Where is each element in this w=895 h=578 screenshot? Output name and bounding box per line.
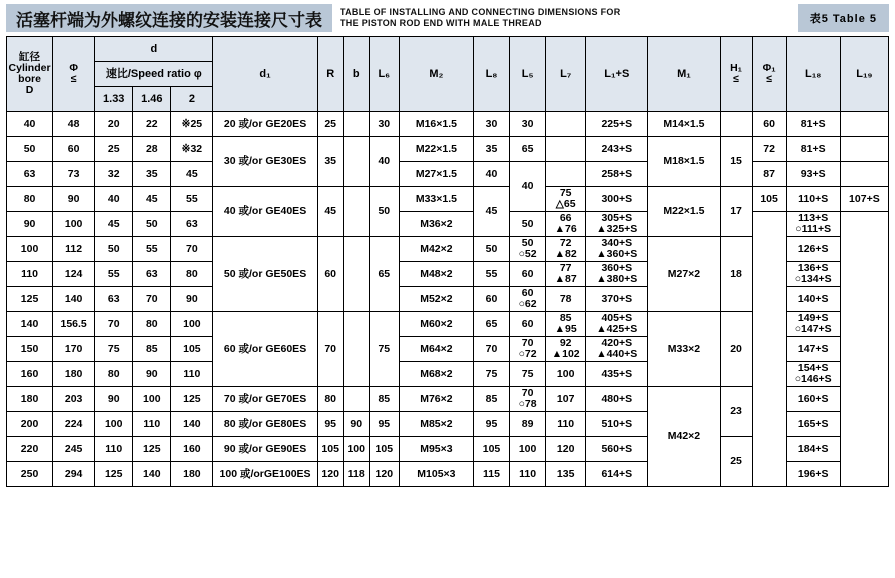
cell-M2: M95×3 <box>399 437 473 462</box>
cell-d-2: 70 <box>171 237 213 262</box>
cell-d1: 20 或/or GE20ES <box>213 112 317 137</box>
cell-L18: 147+S <box>786 337 840 362</box>
col-L19: L₁₉ <box>840 37 888 112</box>
cell-L18: 136+S ○134+S <box>786 262 840 287</box>
cell-L8: 55 <box>473 262 509 287</box>
cell-M1: M42×2 <box>648 387 720 487</box>
cell-L5: 65 <box>510 137 546 162</box>
cell-L8: 95 <box>473 412 509 437</box>
cell-R: 120 <box>317 462 343 487</box>
cell-d1: 50 或/or GE50ES <box>213 237 317 312</box>
table-row <box>7 112 889 137</box>
cell-M2: M36×2 <box>399 212 473 237</box>
cell-L6: 105 <box>369 437 399 462</box>
cell-L8: 85 <box>473 387 509 412</box>
cell-d-2: 63 <box>171 212 213 237</box>
cell-L6: 85 <box>369 387 399 412</box>
cell-H1: 23 <box>720 387 752 437</box>
cell-L8: 115 <box>473 462 509 487</box>
cell-R: 25 <box>317 112 343 137</box>
cell-L19: 107+S <box>840 187 888 212</box>
cell-d-146: 125 <box>133 437 171 462</box>
col-H1-sym: H₁ <box>730 62 743 74</box>
cell-phi1: 60 <box>752 112 786 137</box>
table-row <box>7 212 889 237</box>
col-d1: d₁ <box>213 37 317 112</box>
cell-phi1: 72 <box>752 137 786 162</box>
title-chinese: 活塞杆端为外螺纹连接的安装连接尺寸表 <box>6 4 332 32</box>
cell-L7: 77 ▲87 <box>546 262 586 287</box>
cell-M1: M33×2 <box>648 312 720 387</box>
cell-d-146: 90 <box>133 362 171 387</box>
cell-d-133: 125 <box>95 462 133 487</box>
cell-M2: M105×3 <box>399 462 473 487</box>
cell-d1: 90 或/or GE90ES <box>213 437 317 462</box>
cell-phi: 203 <box>53 387 95 412</box>
cell-L1S: 360+S ▲380+S <box>586 262 648 287</box>
cell-L19-blank <box>840 212 888 487</box>
cell-L1S: 258+S <box>586 162 648 187</box>
cell-d-146: 70 <box>133 287 171 312</box>
cell-M2: M68×2 <box>399 362 473 387</box>
cell-H1: 15 <box>720 137 752 187</box>
cell-L6: 50 <box>369 187 399 237</box>
cell-bore-D: 40 <box>7 112 53 137</box>
cell-d-146: 80 <box>133 312 171 337</box>
cell-phi1-blank <box>752 212 786 487</box>
cell-M2: M64×2 <box>399 337 473 362</box>
page-root <box>0 4 895 578</box>
cell-H1 <box>720 112 752 137</box>
col-R: R <box>317 37 343 112</box>
cell-d1: 80 或/or GE80ES <box>213 412 317 437</box>
title-english-line1: TABLE OF INSTALLING AND CONNECTING DIMENSIONS FOR <box>340 7 621 17</box>
cell-R: 60 <box>317 237 343 312</box>
cell-L1S: 225+S <box>586 112 648 137</box>
cell-L5: 70 ○78 <box>510 387 546 412</box>
cell-M2: M27×1.5 <box>399 162 473 187</box>
col-L7: L₇ <box>546 37 586 112</box>
cell-d-146: 55 <box>133 237 171 262</box>
cell-L8: 40 <box>473 162 509 187</box>
cell-R: 105 <box>317 437 343 462</box>
cell-L18: 93+S <box>786 162 840 187</box>
cell-d-2: 140 <box>171 412 213 437</box>
cell-H1: 20 <box>720 312 752 387</box>
cell-d-2: 80 <box>171 262 213 287</box>
cell-phi: 112 <box>53 237 95 262</box>
cell-d-133: 70 <box>95 312 133 337</box>
cell-L18: 140+S <box>786 287 840 312</box>
table-body <box>7 112 889 487</box>
cell-phi: 90 <box>53 187 95 212</box>
cell-L7: 78 <box>546 287 586 312</box>
cell-bore-D: 150 <box>7 337 53 362</box>
cell-L19 <box>840 162 888 187</box>
cell-M1: M14×1.5 <box>648 112 720 137</box>
cell-d-2: 90 <box>171 287 213 312</box>
col-speed-ratio: 速比/Speed ratio φ <box>95 62 213 87</box>
cell-d-2: 105 <box>171 337 213 362</box>
cell-M2: M76×2 <box>399 387 473 412</box>
cell-d-146: 22 <box>133 112 171 137</box>
cell-L5: 60 ○62 <box>510 287 546 312</box>
cell-d-133: 50 <box>95 237 133 262</box>
cell-L7: 75 △65 <box>546 187 586 212</box>
cell-L6: 95 <box>369 412 399 437</box>
cell-d-146: 35 <box>133 162 171 187</box>
cell-L5: 50 <box>510 212 546 237</box>
cell-L1S: 405+S ▲425+S <box>586 312 648 337</box>
cell-L5: 60 <box>510 262 546 287</box>
cell-b <box>343 387 369 412</box>
cell-d1: 70 或/or GE70ES <box>213 387 317 412</box>
cell-bore-D: 63 <box>7 162 53 187</box>
cell-d-146: 63 <box>133 262 171 287</box>
cell-L8: 70 <box>473 337 509 362</box>
cell-R: 80 <box>317 387 343 412</box>
cell-d-2: 55 <box>171 187 213 212</box>
cell-L8: 50 <box>473 237 509 262</box>
cell-L19 <box>840 112 888 137</box>
cell-b <box>343 237 369 312</box>
cell-M2: M22×1.5 <box>399 137 473 162</box>
cell-L1S: 370+S <box>586 287 648 312</box>
cell-L7: 110 <box>546 412 586 437</box>
cell-L1S: 560+S <box>586 437 648 462</box>
col-H1 <box>720 37 752 112</box>
cell-M2: M33×1.5 <box>399 187 473 212</box>
col-b: b <box>343 37 369 112</box>
cell-M2: M48×2 <box>399 262 473 287</box>
cell-d-146: 85 <box>133 337 171 362</box>
table-row <box>7 162 889 187</box>
cell-phi: 170 <box>53 337 95 362</box>
cell-L6: 120 <box>369 462 399 487</box>
col-phi1 <box>752 37 786 112</box>
cell-d1: 100 或/orGE100ES <box>213 462 317 487</box>
dimensions-table <box>6 36 889 487</box>
col-speed-133: 1.33 <box>95 87 133 112</box>
cell-L18: 110+S <box>786 187 840 212</box>
cell-bore-D: 250 <box>7 462 53 487</box>
cell-d-133: 75 <box>95 337 133 362</box>
cell-L7: 66 ▲76 <box>546 212 586 237</box>
col-bore-sym: D <box>25 84 34 96</box>
cell-d-133: 110 <box>95 437 133 462</box>
cell-L5: 40 <box>510 162 546 212</box>
cell-phi: 245 <box>53 437 95 462</box>
cell-L7: 92 ▲102 <box>546 337 586 362</box>
cell-L8: 105 <box>473 437 509 462</box>
cell-d-2: 125 <box>171 387 213 412</box>
cell-bore-D: 80 <box>7 187 53 212</box>
page-header <box>6 4 889 32</box>
cell-H1: 25 <box>720 437 752 487</box>
cell-L19 <box>840 137 888 162</box>
cell-d-133: 20 <box>95 112 133 137</box>
cell-L7: 100 <box>546 362 586 387</box>
cell-L8: 35 <box>473 137 509 162</box>
cell-L1S: 420+S ▲440+S <box>586 337 648 362</box>
title-english <box>332 4 798 32</box>
cell-phi: 100 <box>53 212 95 237</box>
col-d: d <box>95 37 213 62</box>
col-phi1-sym: Φ₁ <box>762 62 776 74</box>
cell-phi: 124 <box>53 262 95 287</box>
cell-L18: 81+S <box>786 112 840 137</box>
cell-L5: 70 ○72 <box>510 337 546 362</box>
cell-bore-D: 200 <box>7 412 53 437</box>
table-row <box>7 187 889 212</box>
cell-M2: M60×2 <box>399 312 473 337</box>
cell-L1S: 305+S ▲325+S <box>586 212 648 237</box>
cell-R: 95 <box>317 412 343 437</box>
cell-L7: 135 <box>546 462 586 487</box>
cell-b <box>343 137 369 187</box>
cell-d-146: 100 <box>133 387 171 412</box>
cell-L7: 120 <box>546 437 586 462</box>
cell-d-2: 180 <box>171 462 213 487</box>
table-header <box>7 37 889 112</box>
cell-L18: 126+S <box>786 237 840 262</box>
cell-L7 <box>546 137 586 162</box>
cell-d-146: 140 <box>133 462 171 487</box>
cell-R: 70 <box>317 312 343 387</box>
col-phi-sub: ≤ <box>70 73 77 85</box>
cell-bore-D: 180 <box>7 387 53 412</box>
cell-L6: 65 <box>369 237 399 312</box>
cell-d-146: 45 <box>133 187 171 212</box>
cell-d-2: ※32 <box>171 137 213 162</box>
col-phi-sym: Φ <box>69 62 78 74</box>
cell-phi: 224 <box>53 412 95 437</box>
cell-d-2: 45 <box>171 162 213 187</box>
cell-d-2: 160 <box>171 437 213 462</box>
col-L1S: L₁+S <box>586 37 648 112</box>
col-speed-146: 1.46 <box>133 87 171 112</box>
cell-phi: 48 <box>53 112 95 137</box>
cell-L1S: 614+S <box>586 462 648 487</box>
cell-M1: M18×1.5 <box>648 137 720 187</box>
cell-bore-D: 50 <box>7 137 53 162</box>
cell-d1: 30 或/or GE30ES <box>213 137 317 187</box>
cell-H1: 18 <box>720 237 752 312</box>
cell-M2: M42×2 <box>399 237 473 262</box>
header-row-1 <box>7 37 889 62</box>
table-row <box>7 137 889 162</box>
col-H1-sub: ≤ <box>733 73 739 85</box>
cell-bore-D: 140 <box>7 312 53 337</box>
cell-L8: 65 <box>473 312 509 337</box>
cell-L18: 196+S <box>786 462 840 487</box>
col-speed-2: 2 <box>171 87 213 112</box>
cell-phi: 294 <box>53 462 95 487</box>
cell-d-2: ※25 <box>171 112 213 137</box>
cell-phi: 140 <box>53 287 95 312</box>
cell-M2: M16×1.5 <box>399 112 473 137</box>
cell-L1S: 480+S <box>586 387 648 412</box>
cell-L1S: 435+S <box>586 362 648 387</box>
col-phi1-sub: ≤ <box>766 73 772 85</box>
cell-L1S: 340+S ▲360+S <box>586 237 648 262</box>
col-L8: L₈ <box>473 37 509 112</box>
cell-d1: 60 或/or GE60ES <box>213 312 317 387</box>
cell-b: 100 <box>343 437 369 462</box>
cell-phi: 180 <box>53 362 95 387</box>
cell-d-133: 45 <box>95 212 133 237</box>
cell-d-133: 80 <box>95 362 133 387</box>
cell-R: 45 <box>317 187 343 237</box>
col-M1: M₁ <box>648 37 720 112</box>
cell-d-146: 50 <box>133 212 171 237</box>
cell-M2: M85×2 <box>399 412 473 437</box>
cell-bore-D: 90 <box>7 212 53 237</box>
cell-d-133: 32 <box>95 162 133 187</box>
cell-d-2: 100 <box>171 312 213 337</box>
cell-L7: 107 <box>546 387 586 412</box>
cell-L8: 75 <box>473 362 509 387</box>
cell-L18: 165+S <box>786 412 840 437</box>
cell-d1: 40 或/or GE40ES <box>213 187 317 237</box>
cell-d-146: 110 <box>133 412 171 437</box>
cell-d-146: 28 <box>133 137 171 162</box>
cell-L18: 160+S <box>786 387 840 412</box>
cell-L8: 45 <box>473 187 509 237</box>
cell-L5: 100 <box>510 437 546 462</box>
cell-R: 35 <box>317 137 343 187</box>
cell-M1: M22×1.5 <box>648 187 720 237</box>
cell-L7 <box>546 162 586 187</box>
cell-L7 <box>546 112 586 137</box>
cell-bore-D: 160 <box>7 362 53 387</box>
cell-L8: 30 <box>473 112 509 137</box>
cell-L18: 81+S <box>786 137 840 162</box>
cell-L1S: 510+S <box>586 412 648 437</box>
cell-bore-D: 220 <box>7 437 53 462</box>
cell-bore-D: 110 <box>7 262 53 287</box>
cell-L6: 30 <box>369 112 399 137</box>
col-phi <box>53 37 95 112</box>
cell-d-133: 100 <box>95 412 133 437</box>
cell-d-2: 110 <box>171 362 213 387</box>
cell-d-133: 40 <box>95 187 133 212</box>
cell-phi: 60 <box>53 137 95 162</box>
cell-L5: 50 ○52 <box>510 237 546 262</box>
cell-L5: 110 <box>510 462 546 487</box>
title-english-line2: THE PISTON ROD END WITH MALE THREAD <box>340 18 542 28</box>
cell-L7: 72 ▲82 <box>546 237 586 262</box>
cell-bore-D: 125 <box>7 287 53 312</box>
cell-phi1: 105 <box>752 187 786 212</box>
cell-phi: 73 <box>53 162 95 187</box>
cell-bore-D: 100 <box>7 237 53 262</box>
cell-L7: 85 ▲95 <box>546 312 586 337</box>
cell-L5: 89 <box>510 412 546 437</box>
cell-b <box>343 187 369 237</box>
cell-L8: 60 <box>473 287 509 312</box>
cell-L6: 40 <box>369 137 399 187</box>
cell-b: 90 <box>343 412 369 437</box>
cell-d-133: 90 <box>95 387 133 412</box>
cell-L18: 113+S ○111+S <box>786 212 840 237</box>
cell-d-133: 25 <box>95 137 133 162</box>
col-bore <box>7 37 53 112</box>
cell-d-133: 63 <box>95 287 133 312</box>
col-L18: L₁₈ <box>786 37 840 112</box>
cell-phi1: 87 <box>752 162 786 187</box>
cell-L1S: 243+S <box>586 137 648 162</box>
cell-L6: 75 <box>369 312 399 387</box>
col-L5: L₅ <box>510 37 546 112</box>
cell-L18: 184+S <box>786 437 840 462</box>
cell-L5: 30 <box>510 112 546 137</box>
cell-b: 118 <box>343 462 369 487</box>
cell-L1S: 300+S <box>586 187 648 212</box>
cell-b <box>343 112 369 137</box>
cell-L18: 149+S ○147+S <box>786 312 840 337</box>
col-bore-cn: 缸径 <box>19 51 41 63</box>
cell-L5: 60 <box>510 312 546 337</box>
table-number-tag: 表5 Table 5 <box>798 4 889 32</box>
cell-L18: 154+S ○146+S <box>786 362 840 387</box>
col-bore-en: Cylinder bore <box>8 62 51 85</box>
cell-H1: 17 <box>720 187 752 237</box>
col-M2: M₂ <box>399 37 473 112</box>
cell-M2: M52×2 <box>399 287 473 312</box>
cell-b <box>343 312 369 387</box>
cell-d-133: 55 <box>95 262 133 287</box>
cell-phi: 156.5 <box>53 312 95 337</box>
col-L6: L₆ <box>369 37 399 112</box>
cell-M1: M27×2 <box>648 237 720 312</box>
cell-L5: 75 <box>510 362 546 387</box>
